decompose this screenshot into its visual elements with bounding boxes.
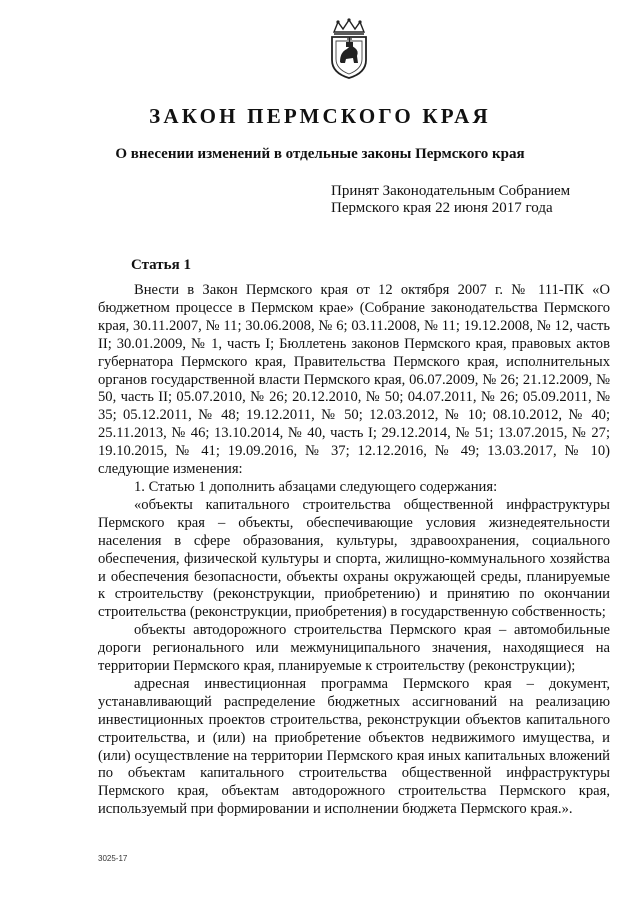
law-subtitle: О внесении изменений в отдельные законы Пермского края	[115, 146, 525, 162]
adoption-note-line-1: Принят Законодательным Собранием	[331, 183, 571, 199]
document-code: 3025-17	[98, 854, 128, 863]
law-title: ЗАКОН ПЕРМСКОГО КРАЯ	[149, 104, 491, 128]
adoption-note	[331, 183, 570, 217]
paragraph-amendment-intro: Внести в Закон Пермского края от 12 октября 2007 г. № 111-ПК «О бюджетном процессе в Пермском крае» (Собрание законодательства Пермского края, 30.11.2007, № 11; 30.06.2008, № 6; 03.11.2008, № 11; 19.12.2008, № 12, часть II; 30.01.2009, № 1, часть I; Бюллетень законов Пермского края, правовых актов губернатора Пермского края, Правительства Пермского края, исполнительных органов государственной власти Пермского края, 06.07.2009, № 26; 21.12.2009, № 50, часть II; 05.07.2010, № 26; 20.12.2010, № 50; 04.07.2011, № 26; 05.09.2011, № 35; 05.12.2011, № 48; 19.12.2011, № 50; 12.03.2012, № 10; 08.10.2012, № 40; 25.11.2013, № 46; 13.10.2014, № 40, часть I; 29.12.2014, № 51; 13.07.2015, № 27; 19.10.2015, № 41; 19.09.2016, № 37; 12.12.2016, № 49; 13.03.2017, № 10) следующие изменения:	[98, 282, 610, 478]
paragraph-public-infrastructure: «объекты капитального строительства общественной инфраструктуры Пермского края – объекты, обеспечивающие условия жизнедеятельности населения в сфере образования, культуры, здравоохранения, социального обеспечения, физической культуры и спорта, жилищно-коммунального хозяйства и обеспечения безопасности, объекты охраны окружающей среды, планируемые к строительству (реконструкции, приобретению) и принятию по окончании строительства (реконструкции, приобретения) в государственную собственность;	[98, 496, 610, 621]
paragraph-item-1: 1. Статью 1 дополнить абзацами следующего содержания:	[134, 478, 498, 495]
perm-krai-coat-of-arms-icon	[326, 18, 372, 80]
adoption-note-line-2: Пермского края 22 июня 2017 года	[331, 200, 553, 216]
paragraph-investment-program: адресная инвестиционная программа Пермского края – документ, устанавливающий распределение бюджетных ассигнований на реализацию инвестиционных проектов строительства, реконструкции объектов капитального строительства, и (или) на приобретение объектов недвижимого имущества, и (или) осуществление на территории Пермского края иных капитальных вложений по объектам капитального строительства общественной инфраструктуры Пермского края, объектам автодорожного строительства Пермского края, используемый при формировании и исполнении бюджета Пермского края.».	[98, 675, 610, 818]
paragraph-road-construction: объекты автодорожного строительства Пермского края – автомобильные дороги регионального или межмуниципального значения, находящиеся на территории Пермского края, планируемые к строительству (реконструкции);	[98, 622, 610, 675]
article-body	[98, 282, 610, 819]
article-heading: Статья 1	[131, 257, 191, 273]
